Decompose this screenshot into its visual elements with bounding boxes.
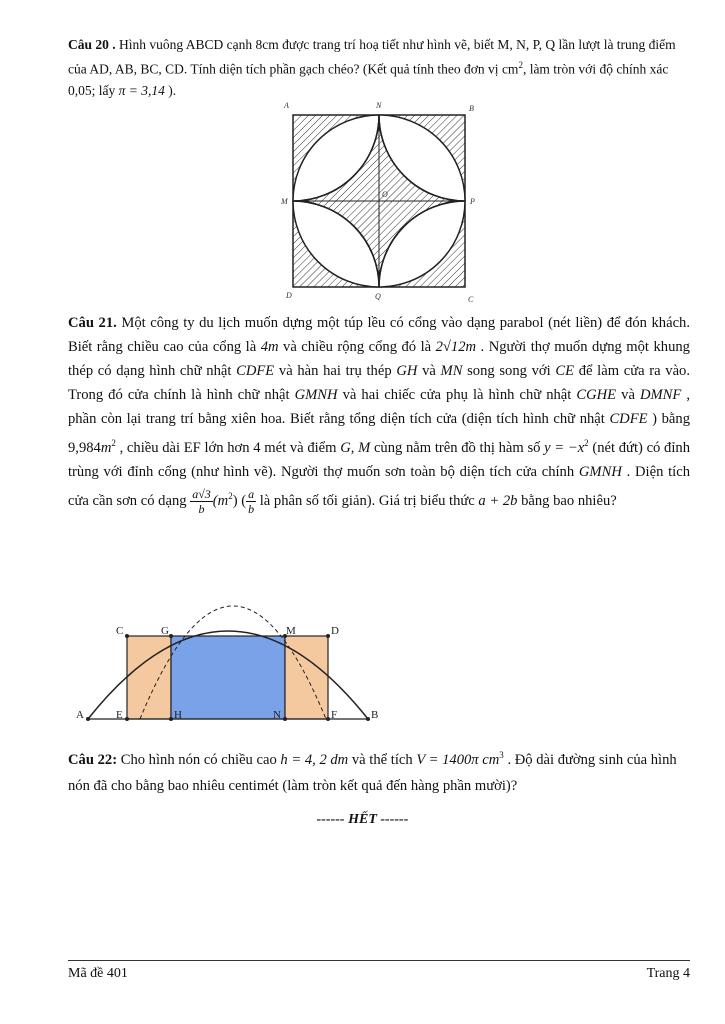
fraction-denominator: b	[248, 501, 255, 516]
question-21-text: , phần còn lại trang trí bằng xiên hoa. Biết rằng tổng diện tích cửa (diện tích hình chữ nhật	[68, 387, 690, 427]
page-number: Trang 4	[646, 966, 690, 981]
question-21-text: (	[237, 492, 247, 509]
rect-cghe: CGHE	[576, 387, 617, 403]
question-21-label: Câu 21.	[68, 315, 117, 331]
fraction-a-sqrt3-b	[190, 487, 213, 516]
fraction-a-b	[246, 487, 256, 516]
question-21-text: là phân số tối giản). Giá trị biểu thức	[256, 492, 479, 509]
question-22-label: Câu 22:	[68, 751, 118, 768]
points-gm: G, M	[340, 439, 371, 456]
question-21-text: . Diện tích cửa cần sơn có dạng	[68, 463, 690, 509]
function-sup: 2	[584, 438, 589, 448]
cone-height: h = 4, 2 dm	[280, 751, 349, 768]
question-21-text: . Người thợ muốn dựng một khung thép có dạng hình chữ nhật	[68, 339, 690, 379]
function-expr: y = −x	[544, 439, 585, 456]
point-E	[125, 717, 129, 721]
rect-cdfe: CDFE	[609, 411, 648, 427]
unit-sup: 2	[228, 490, 233, 501]
question-21-text: , chiều dài EF lớn hơn 4 mét và điểm	[115, 439, 341, 456]
bar-mn: MN	[440, 363, 463, 379]
unit-close: )	[232, 492, 238, 509]
exam-code: Mã đề 401	[68, 966, 128, 981]
point-N	[283, 717, 287, 721]
point-H	[169, 717, 173, 721]
question-21-text: (nét đứt) có đỉnh trùng với đỉnh cổng (như hình vẽ). Người thợ muốn sơn toàn bộ diện tích cửa chính	[68, 439, 690, 480]
point-D	[326, 634, 330, 638]
point-A	[86, 717, 90, 721]
gate-width: 2√12m	[435, 339, 477, 355]
question-21-text: bằng bao nhiêu?	[517, 492, 617, 509]
rect-gmnh: GMNH	[294, 387, 338, 403]
label-A: A	[76, 709, 84, 721]
label-P: P	[470, 197, 475, 206]
question-21-text: và	[616, 387, 640, 403]
question-21-text: để làm cửa ra vào. Trong đó cửa chính là hình chữ nhật	[68, 363, 691, 403]
question-21-text: ) bằng 9,984	[68, 411, 690, 456]
label-C: C	[116, 625, 124, 637]
point-F	[326, 717, 330, 721]
label-D: D	[286, 291, 292, 300]
label-H: H	[174, 709, 182, 721]
question-21-text: cùng nằm trên đồ thị hàm số	[370, 439, 545, 456]
label-B: B	[469, 104, 474, 113]
question-20-text-2: , làm tròn với độ chính xác 0,05; lấy	[68, 61, 669, 98]
figure-square-pattern	[276, 98, 486, 308]
question-20-unit-sup: 2	[518, 60, 523, 70]
question-22-text: và thể tích	[348, 751, 417, 768]
question-21-text: Một công ty du lịch muốn dựng một túp lều có cổng vào dạng parabol (nét liền) để đón khách. Biết rằng chiều cao của cổng là	[68, 315, 691, 355]
rect-gmnh: GMNH	[578, 463, 622, 480]
cone-volume: V = 1400π cm	[416, 751, 500, 768]
question-22	[68, 742, 690, 799]
label-M: M	[281, 197, 288, 206]
label-N: N	[376, 101, 382, 110]
label-M: M	[286, 625, 296, 637]
label-D: D	[331, 625, 339, 637]
question-21-text: và hàn hai trụ thép	[274, 363, 397, 379]
fraction-numerator: a	[248, 486, 255, 501]
point-B	[366, 717, 370, 721]
unit-sup: 2	[111, 438, 116, 448]
unit-open: (m	[212, 492, 229, 509]
question-21-text: và chiều rộng cổng đó là	[278, 339, 436, 355]
unit-m: m	[100, 439, 112, 456]
footer-divider	[68, 960, 690, 961]
label-G: G	[161, 625, 169, 637]
segment-ce: CE	[555, 363, 575, 379]
question-21-text: song song với	[462, 363, 556, 379]
fraction-numerator: a√3	[192, 486, 211, 501]
end-marker: ------ HẾT ------	[316, 812, 409, 827]
label-F: F	[331, 709, 338, 721]
expression: a + 2b	[478, 492, 518, 509]
bar-gh: GH	[396, 363, 418, 379]
question-20-pi: π = 3,14	[118, 82, 165, 98]
label-Q: Q	[375, 292, 381, 301]
question-21	[68, 311, 690, 516]
question-20	[68, 34, 690, 101]
question-20-label: Câu 20 .	[68, 37, 116, 52]
rect-dmnf: DMNF	[639, 387, 682, 403]
figure-parabola-gate	[68, 555, 388, 730]
main-door	[171, 636, 285, 719]
question-21-text: và	[417, 363, 441, 379]
volume-sup: 3	[499, 750, 504, 760]
label-O: O	[382, 190, 388, 199]
question-20-text-1: Hình vuông ABCD cạnh 8cm được trang trí hoạ tiết như hình vẽ, biết M, N, P, Q lần lượt là trung điểm của AD, AB, BC, CD. Tính diện tích phần gạch chéo? (Kết quả tính theo đơn vị cm	[68, 37, 676, 77]
rect-cdfe: CDFE	[236, 363, 275, 379]
point-C	[125, 634, 129, 638]
label-C: C	[468, 295, 474, 304]
label-A: A	[284, 101, 289, 110]
point-G	[169, 634, 173, 638]
fraction-denominator: b	[198, 501, 205, 516]
question-22-text: Cho hình nón có chiều cao	[117, 751, 281, 768]
label-B: B	[371, 709, 379, 721]
question-21-text: và hai chiếc cửa phụ là hình chữ nhật	[337, 387, 577, 403]
label-N: N	[273, 709, 281, 721]
question-22-text: . Độ dài đường sinh của hình nón đã cho bằng bao nhiêu centimét (làm tròn kết quả đến hàng phần mười)?	[68, 751, 677, 794]
gate-height: 4m	[260, 339, 279, 355]
question-20-text-3: ).	[164, 82, 177, 98]
label-E: E	[116, 709, 123, 721]
